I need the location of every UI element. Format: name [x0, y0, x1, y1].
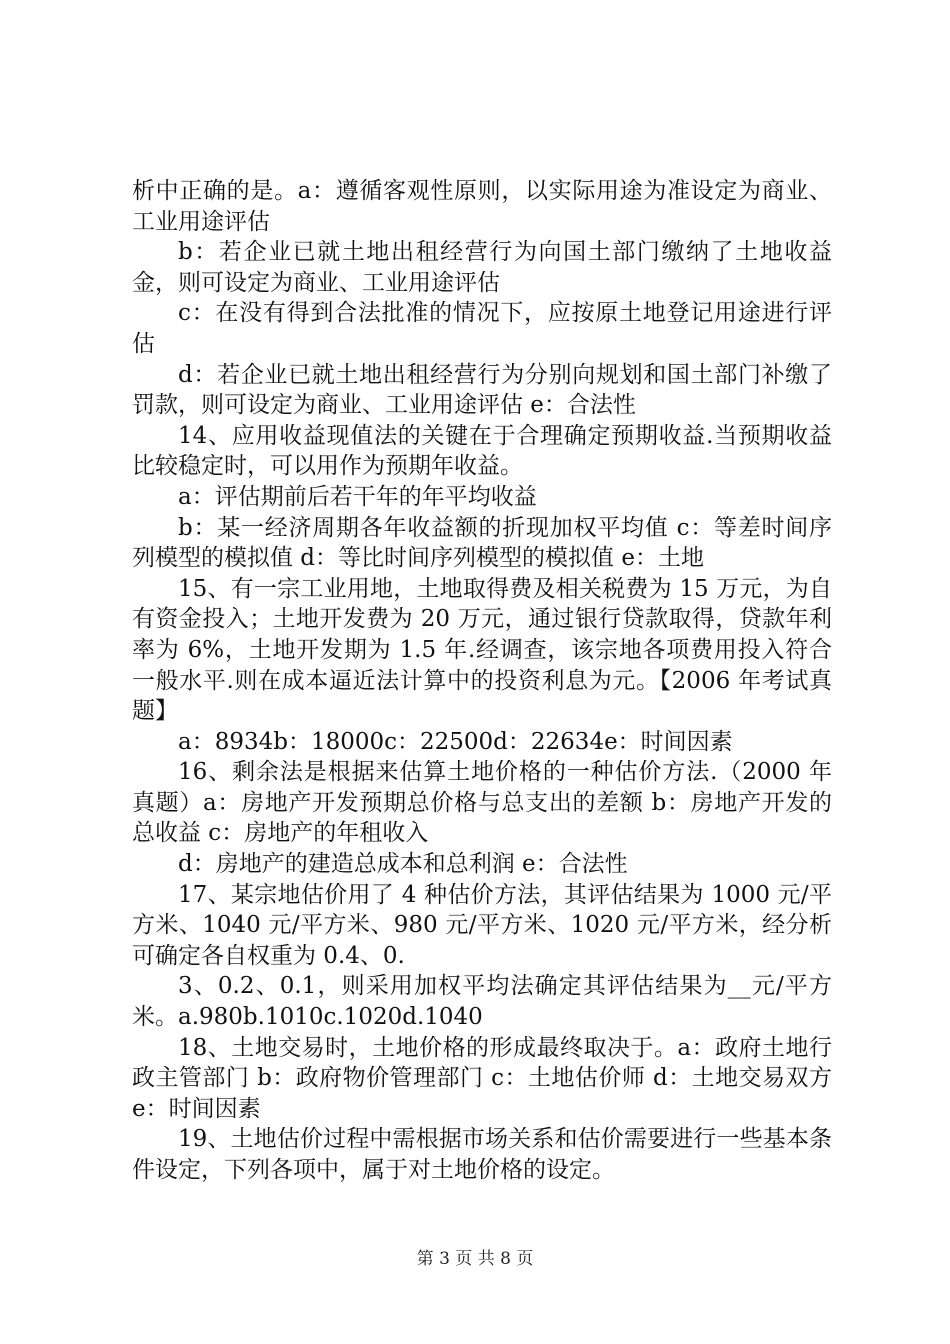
- question-14-options-b-e: b：某一经济周期各年收益额的折现加权平均值 c：等差时间序列模型的模拟值 d：等比时间序列模型的模拟值 e：土地: [132, 514, 832, 572]
- question-17: 17、某宗地估价用了 4 种估价方法，其评估结果为 1000 元/平方米、1040 元/平方米、980 元/平方米、1020 元/平方米，经分析可确定各自权重为 0.4、0.: [132, 881, 832, 969]
- question-14: 14、应用收益现值法的关键在于合理确定预期收益.当预期收益比较稳定时，可以用作为预期年收益。: [132, 422, 832, 480]
- question-15: 15、有一宗工业用地，土地取得费及相关税费为 15 万元，为自有资金投入；土地开发费为 20 万元，通过银行贷款取得，贷款年利率为 6%，土地开发期为 1.5 年.经调查，该宗地各项费用投入符合一般水平.则在成本逼近法计算中的投资利息为元。【2006 年考试真题】: [132, 575, 832, 725]
- question-14-option-a: a：评估期前后若干年的年平均收益: [178, 483, 537, 510]
- question-15-options: a：8934b：18000c：22500d：22634e：时间因素: [178, 728, 733, 755]
- question-16: 16、剩余法是根据来估算土地价格的一种估价方法.（2000 年真题）a：房地产开发预期总价格与总支出的差额 b：房地产开发的总收益 c：房地产的年租收入: [132, 759, 832, 847]
- paragraph-3: c：在没有得到合法批准的情况下，应按原土地登记用途进行评估: [132, 300, 832, 357]
- page-number-footer: 第 3 页 共 8 页: [416, 1249, 534, 1269]
- question-16-options-d-e: d：房地产的建造总成本和总利润 e：合法性: [178, 851, 628, 878]
- paragraph-1: 析中正确的是。a：遵循客观性原则，以实际用途为准设定为商业、工业用途评估: [132, 178, 832, 235]
- paragraph-2: b：若企业已就土地出租经营行为向国土部门缴纳了土地收益金，则可设定为商业、工业用途评估: [132, 239, 832, 296]
- question-17-continued: 3、0.2、0.1，则采用加权平均法确定其评估结果为__元/平方米。a.980b.1010c.1020d.1040: [132, 973, 832, 1031]
- question-19: 19、土地估价过程中需根据市场关系和估价需要进行一些基本条件设定，下列各项中，属于对土地价格的设定。: [132, 1126, 832, 1183]
- paragraph-4: d：若企业已就土地出租经营行为分别向规划和国土部门补缴了罚款，则可设定为商业、工业用途评估 e：合法性: [132, 361, 832, 419]
- question-18: 18、土地交易时，土地价格的形成最终取决于。a：政府土地行政主管部门 b：政府物价管理部门 c：土地估价师 d：土地交易双方 e：时间因素: [132, 1034, 832, 1122]
- document-body: [132, 176, 832, 1186]
